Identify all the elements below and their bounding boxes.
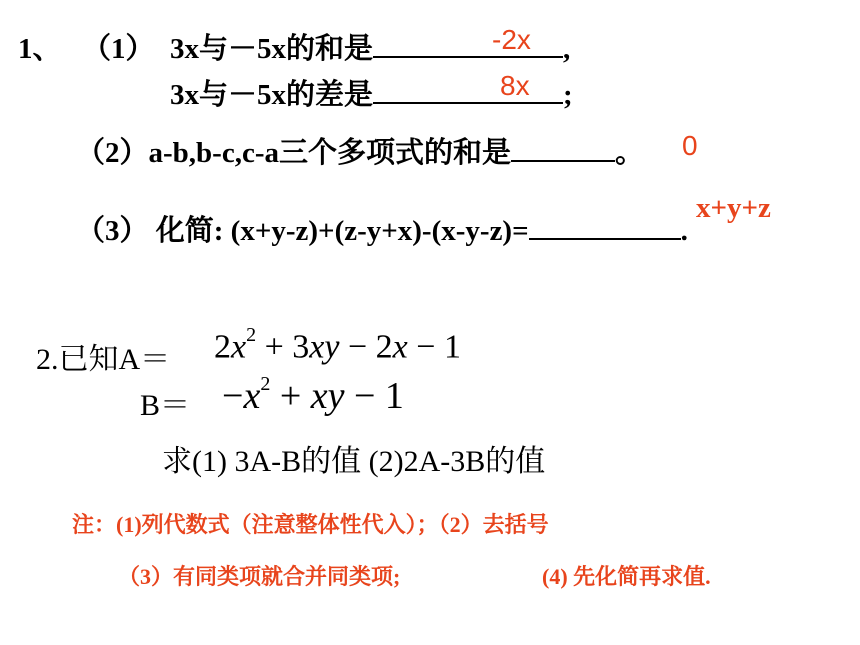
q1-part3-end: . xyxy=(680,215,688,247)
q2-b-label: B＝ xyxy=(140,389,191,422)
q1-part3 xyxy=(76,208,688,249)
q1-line2-text: 3x与－5x的差是 xyxy=(170,79,374,111)
q1-part2-answer: 0 xyxy=(682,130,698,161)
q1-line2-blank xyxy=(373,76,563,104)
q1-line1-text: 3x与－5x的和是 xyxy=(170,33,374,65)
q1-line1-blank xyxy=(373,30,563,58)
q1-line2-answer: 8x xyxy=(500,70,530,101)
note-line1: 注：(1)列代数式（注意整体性代入）；（2）去括号 xyxy=(72,512,549,537)
q1-part2-end: 。 xyxy=(614,137,644,169)
q1-part3-text: 化简: (x+y-z)+(z-y+x)-(x-y-z)= xyxy=(155,215,529,247)
q1-part2 xyxy=(76,130,644,171)
q1-part3-label: （3） xyxy=(76,215,149,247)
q2-task: 求(1) 3A-B的值 (2)2A-3B的值 xyxy=(162,445,546,478)
q1-line1-answer: -2x xyxy=(492,24,531,55)
q2-b-expression: $-x^2$ + xy − 1 xyxy=(222,373,404,417)
note-line2b: (4) 先化简再求值. xyxy=(542,564,711,589)
q1-line1-end: , xyxy=(563,33,571,65)
note-line2a: （3）有同类项就合并同类项; xyxy=(118,564,401,589)
q1-part2-text: （2）a-b,b-c,c-a三个多项式的和是 xyxy=(76,137,511,169)
q1-part2-blank xyxy=(511,134,615,162)
q1-part3-answer: x+y+z xyxy=(696,192,771,224)
q1-part1-label: （1） xyxy=(82,33,155,65)
q2-a-expression: $2x^2 + 3xy - 2x - 1$ xyxy=(214,324,461,366)
q1-number: 1、 xyxy=(18,33,62,65)
q1-part3-blank xyxy=(529,212,681,240)
q1-line2-end: ; xyxy=(563,79,573,111)
q2-intro: 2.已知A＝ xyxy=(36,343,171,376)
